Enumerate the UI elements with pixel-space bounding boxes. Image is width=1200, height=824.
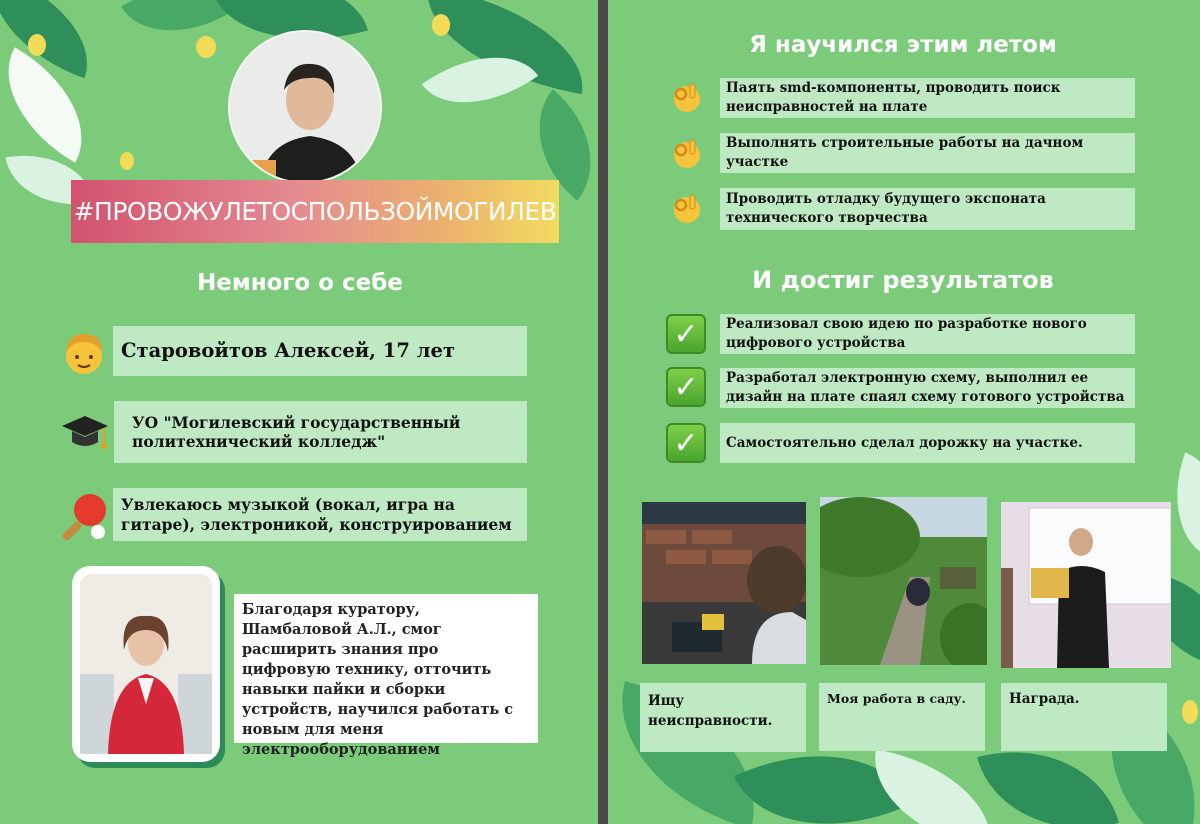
photo-caption: Награда. <box>1001 683 1167 751</box>
profile-avatar <box>228 30 382 184</box>
decor-dot <box>196 36 216 58</box>
curator-photo-frame <box>72 566 220 762</box>
info-college: УО "Могилевский государственный политехнический колледж" <box>114 401 527 463</box>
curator-person-icon <box>80 574 212 754</box>
learned-title: Я научился этим летом <box>749 32 1057 58</box>
check-mark-icon: ✓ <box>666 314 706 354</box>
person-photo-icon <box>230 32 382 184</box>
result-item: Самостоятельно сделал дорожку на участке. <box>720 423 1135 463</box>
decor-dot <box>432 14 450 36</box>
ok-hand-icon <box>670 80 704 114</box>
decor-dot <box>28 34 46 56</box>
curator-text: Благодаря куратору, Шамбаловой А.Л., смог расширить знания про цифровую технику, отточить навыки пайки и сборки устройств, научился работать с новым для меня электрооборудованием <box>234 594 538 743</box>
award-photo-icon <box>1001 502 1171 668</box>
graduation-cap-icon <box>60 410 110 465</box>
info-name-age: Старовойтов Алексей, 17 лет <box>113 326 527 376</box>
page-gutter <box>598 0 608 824</box>
photo-caption: Ищу неисправности. <box>640 683 806 752</box>
about-title: Немного о себе <box>197 270 403 296</box>
ok-hand-icon <box>670 136 704 170</box>
soldering-photo-icon <box>642 502 806 664</box>
right-page <box>608 0 1200 824</box>
check-mark-icon: ✓ <box>666 423 706 463</box>
hashtag-banner: #ПРОВОЖУЛЕТОСПОЛЬЗОЙМОГИЛЕВ <box>71 180 559 243</box>
decor-dot <box>1182 700 1198 724</box>
check-mark-icon: ✓ <box>666 367 706 407</box>
results-title: И достиг результатов <box>752 266 1054 294</box>
ok-hand-icon <box>670 191 704 225</box>
result-item: Реализовал свою идею по разработке нового цифрового устройства <box>720 314 1135 354</box>
photo-soldering <box>642 502 806 664</box>
photo-caption: Моя работа в саду. <box>819 683 985 751</box>
garden-photo-icon <box>820 497 987 665</box>
learned-item: Проводить отладку будущего экспоната технического творчества <box>720 188 1135 230</box>
photo-garden <box>820 497 987 665</box>
photo-award <box>1001 502 1171 668</box>
curator-photo <box>80 574 212 754</box>
learned-item: Выполнять строительные работы на дачном участке <box>720 133 1135 173</box>
decor-dot <box>120 152 134 170</box>
ping-pong-icon <box>58 492 112 549</box>
result-item: Разработал электронную схему, выполнил ее дизайн на плате спаял схему готового устройства <box>720 368 1135 408</box>
info-hobbies: Увлекаюсь музыкой (вокал, игра на гитаре), электроникой, конструированием <box>113 488 527 541</box>
left-page <box>0 0 598 824</box>
boy-emoji-icon <box>62 330 106 385</box>
learned-item: Паять smd-компоненты, проводить поиск неисправностей на плате <box>720 78 1135 118</box>
